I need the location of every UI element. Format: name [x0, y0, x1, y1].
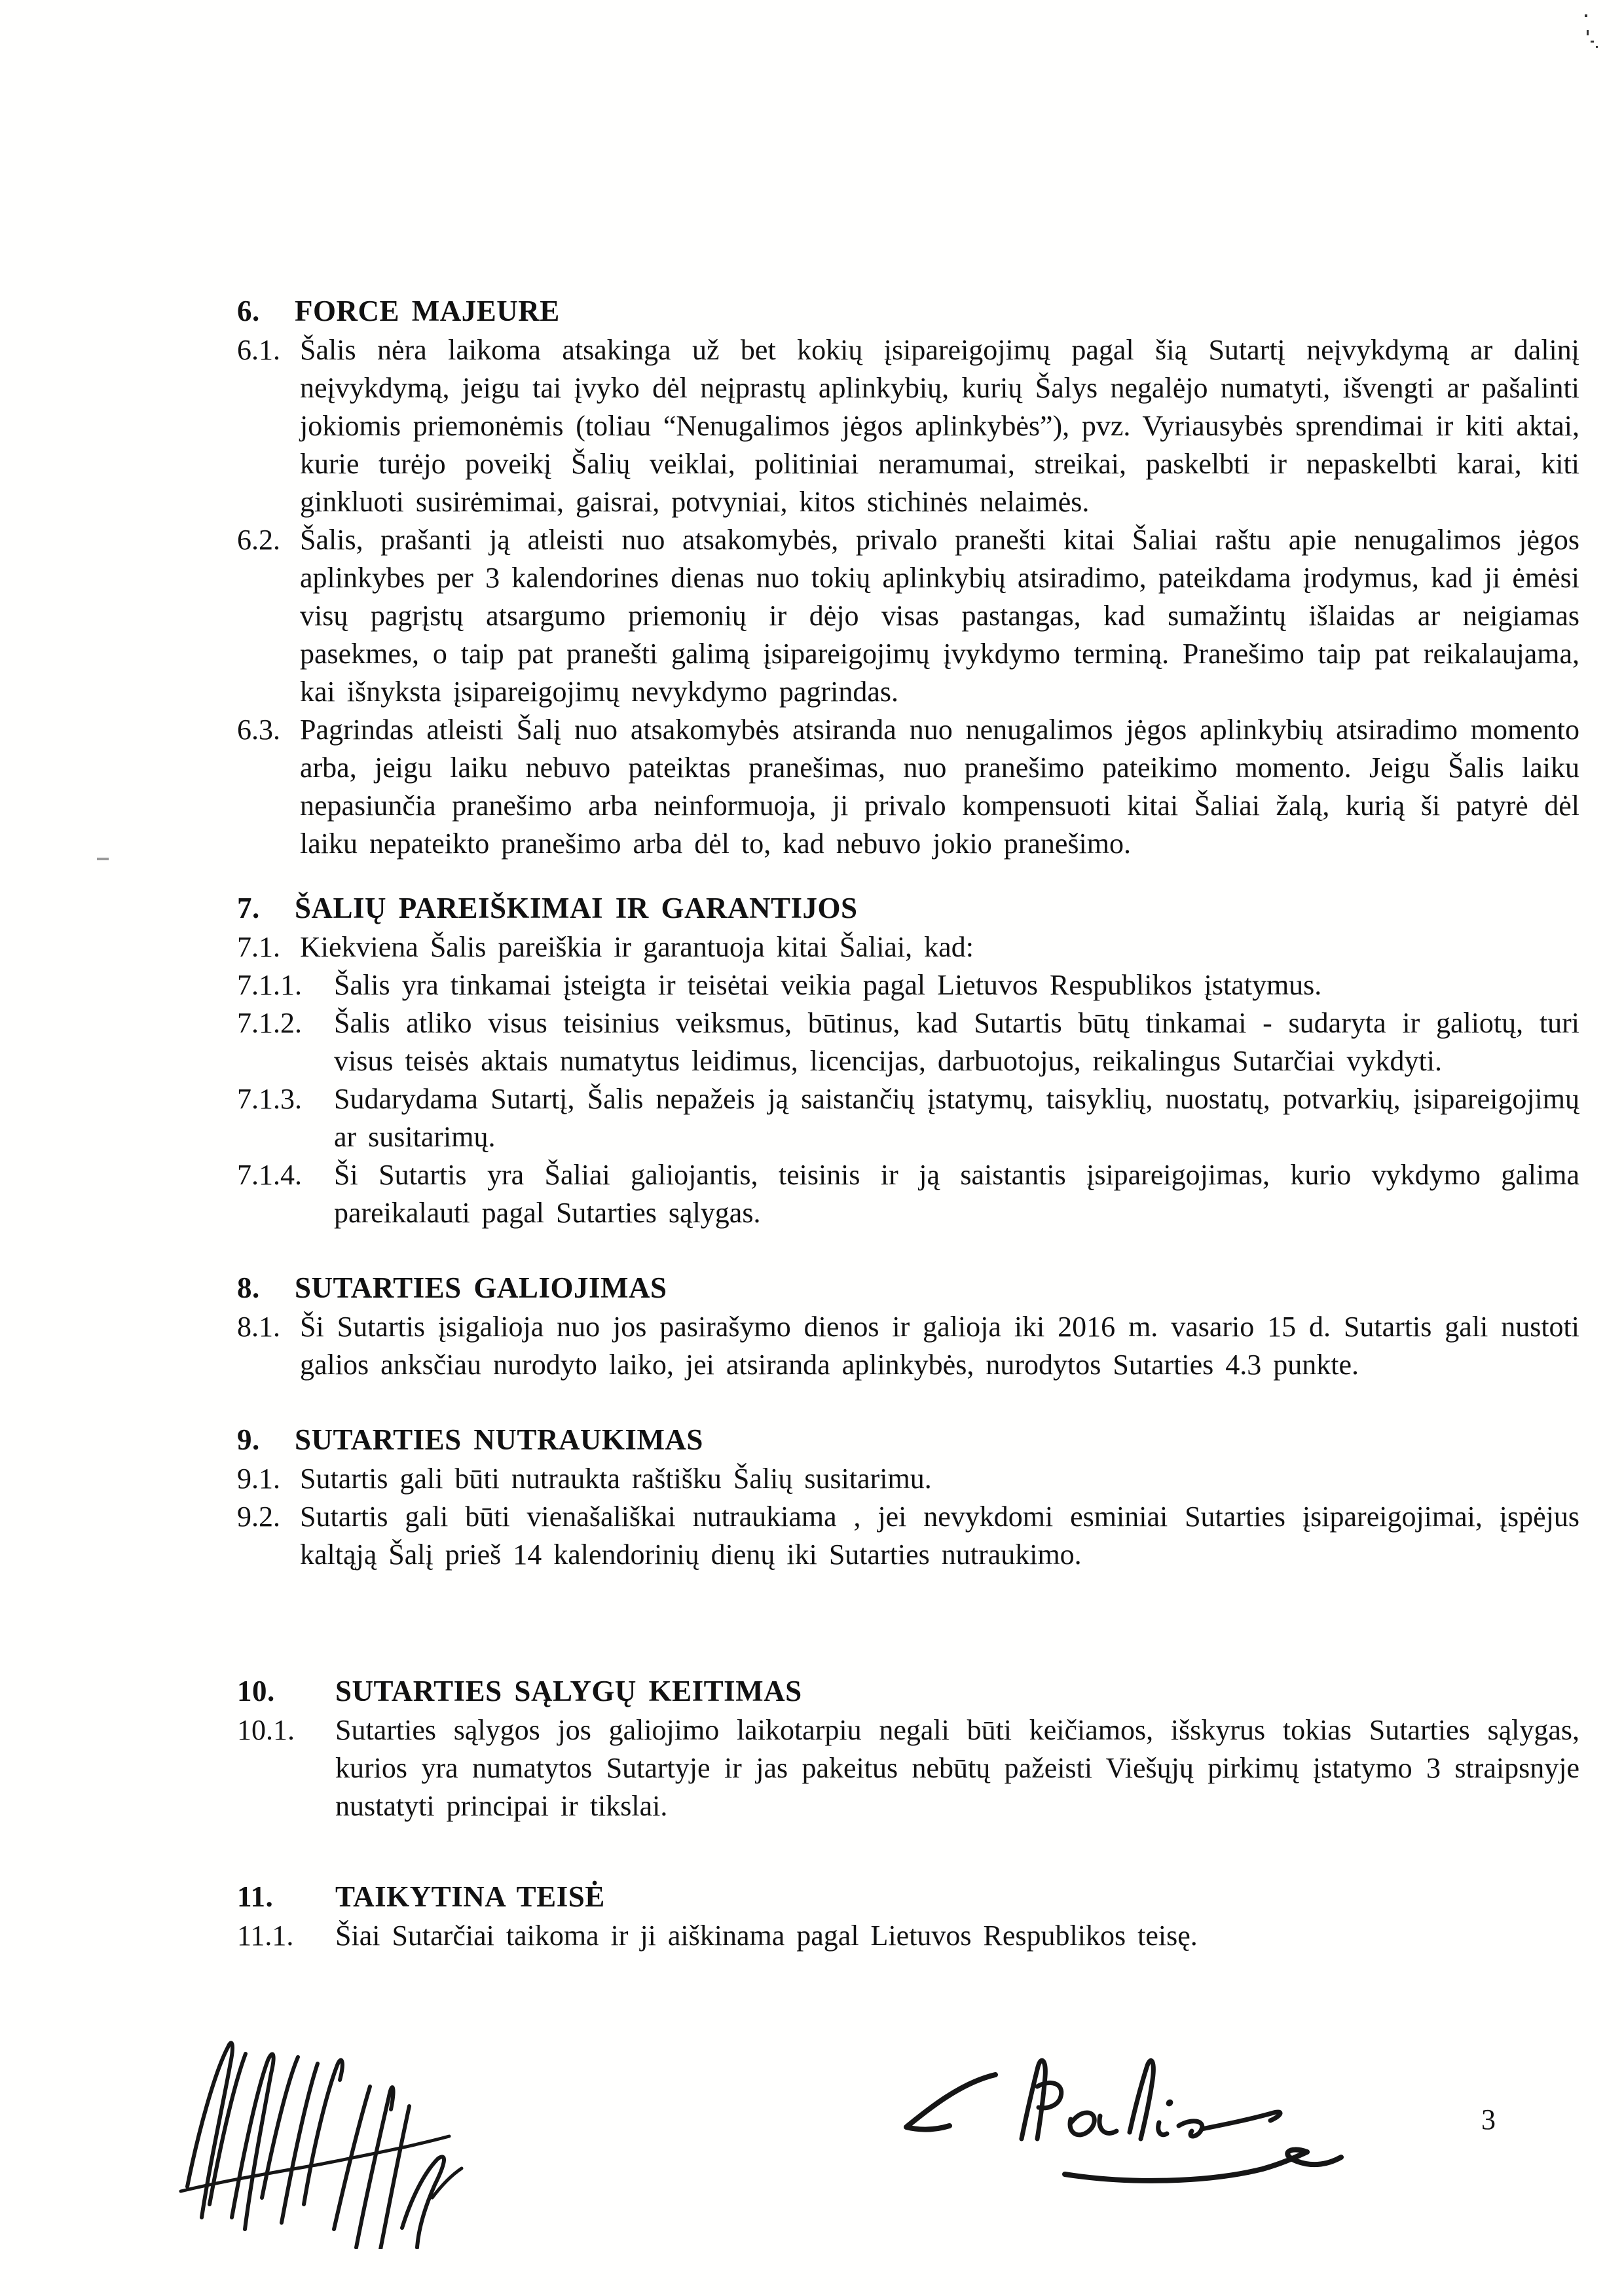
clause-number: 11.1.: [237, 1920, 294, 1952]
clause-8-1: [237, 1308, 1579, 1384]
section-11: [237, 1878, 1579, 1955]
section-heading: [237, 1421, 1579, 1459]
clause-7-1: [237, 928, 1579, 966]
clause-text: Šiai Sutarčiai taikoma ir ji aiškinama pagal Lietuvos Respublikos teisę.: [335, 1920, 1198, 1952]
section-7: [237, 889, 1579, 1232]
clause-text: Sutartis gali būti nutraukta raštišku Šalių susitarimu.: [300, 1463, 932, 1495]
scan-speck: [1591, 41, 1594, 43]
clause-11-1: [237, 1917, 1579, 1955]
document-body: [237, 292, 1579, 1955]
clause-number: 9.1.: [237, 1463, 280, 1495]
clause-number: 7.1.2.: [237, 1007, 302, 1039]
page-number: 3: [1481, 2104, 1496, 2136]
clause-text: Ši Sutartis įsigalioja nuo jos pasirašymo dienos ir galioja iki 2016 m. vasario 15 d. Sutartis gali nustoti galios anksčiau nurodyto laiko, jei atsiranda aplinkybės, nurodytos Sutarties 4.3 punkte.: [300, 1311, 1579, 1381]
handwritten-signature-scrawl-icon: [169, 2033, 496, 2249]
clause-number: 8.1.: [237, 1311, 280, 1343]
clause-6-3: [237, 711, 1579, 863]
handwritten-signature-underline-icon: [896, 2046, 1367, 2196]
scan-speck: [1596, 46, 1598, 48]
section-title: SUTARTIES SĄLYGŲ KEITIMAS: [335, 1675, 802, 1707]
clause-text: Ši Sutartis yra Šaliai galiojantis, teisinis ir ją saistantis įsipareigojimas, kurio vykdymo galima pareikalauti pagal Sutarties sąlygas.: [334, 1159, 1579, 1229]
scan-speck: [1587, 30, 1589, 35]
clause-number: 7.1.: [237, 931, 280, 963]
clause-6-2: [237, 521, 1579, 711]
section-number: 10.: [237, 1675, 275, 1707]
clause-text: Šalis yra tinkamai įsteigta ir teisėtai veikia pagal Lietuvos Respublikos įstatymus.: [334, 969, 1322, 1001]
scan-speck: [1585, 14, 1587, 17]
clause-text: Sutartis gali būti vienašališkai nutraukiama , jei nevykdomi esminiai Sutarties įsipareigojimai, įspėjus kaltąją Šalį prieš 14 kalendorinių dienų iki Sutarties nutraukimo.: [300, 1501, 1579, 1571]
section-9: [237, 1421, 1579, 1574]
clause-text: Kiekviena Šalis pareiškia ir garantuoja kitai Šaliai, kad:: [300, 931, 974, 963]
section-title: SUTARTIES NUTRAUKIMAS: [295, 1423, 703, 1456]
section-heading: [237, 1269, 1579, 1307]
section-title: FORCE MAJEURE: [295, 295, 560, 327]
section-heading: [237, 1672, 1579, 1710]
clause-text: Pagrindas atleisti Šalį nuo atsakomybės atsiranda nuo nenugalimos jėgos aplinkybių atsiradimo momento arba, jeigu laiku nebuvo pateiktas pranešimas, nuo pranešimo pateikimo momento. Jeigu Šalis laiku nepasiunčia pranešimo arba neinformuoja, ji privalo kompensuoti kitai Šaliai žalą, kurią ši patyrė dėl laiku nepateikto pranešimo arba dėl to, kad nebuvo jokio pranešimo.: [300, 714, 1579, 860]
section-heading: [237, 889, 1579, 927]
section-number: 7.: [237, 892, 260, 924]
section-number: 9.: [237, 1423, 260, 1456]
clause-text: Šalis nėra laikoma atsakinga už bet kokių įsipareigojimų pagal šią Sutartį neįvykdymą ar dalinį neįvykdymą, jeigu tai įvyko dėl neįprastų aplinkybių, kurių Šalys negalėjo numatyti, išvengti ar pašalinti jokiomis priemonėmis (toliau “Nenugalimos jėgos aplinkybės”), pvz. Vyriausybės sprendimai ir kiti aktai, kurie turėjo poveikį Šalių veiklai, politiniai neramumai, streikai, paskelbti ir nepaskelbti karai, kiti ginkluoti susirėmimai, gaisrai, potvyniai, kitos stichinės nelaimės.: [300, 334, 1579, 518]
section-heading: [237, 1878, 1579, 1916]
section-8: [237, 1269, 1579, 1384]
clause-7-1-1: [237, 966, 1579, 1004]
signature-left: [169, 2033, 496, 2252]
section-10: [237, 1672, 1579, 1825]
clause-number: 6.1.: [237, 334, 280, 366]
section-title: TAIKYTINA TEISĖ: [335, 1880, 605, 1913]
clause-7-1-2: [237, 1004, 1579, 1080]
scan-dash: [97, 858, 109, 860]
clause-text: Šalis, prašanti ją atleisti nuo atsakomybės, privalo pranešti kitai Šaliai raštu apie nenugalimos jėgos aplinkybes per 3 kalendorines dienas nuo tokių aplinkybių atsiradimo, pateikdama įrodymus, kad ji ėmėsi visų pagrįstų atsargumo priemonių ir dėjo visas pastangas, kad sumažintų išlaidas ar neigiamas pasekmes, o taip pat pranešti galimą įsipareigojimų įvykdymo terminą. Pranešimo taip pat reikalaujama, kai išnyksta įsipareigojimų nevykdymo pagrindas.: [300, 524, 1579, 708]
clause-number: 6.2.: [237, 524, 280, 556]
clause-number: 10.1.: [237, 1714, 295, 1746]
clause-7-1-4: [237, 1156, 1579, 1232]
signature-right: [896, 2046, 1367, 2200]
section-title: ŠALIŲ PAREIŠKIMAI IR GARANTIJOS: [295, 892, 858, 924]
clause-9-1: [237, 1460, 1579, 1498]
clause-6-1: [237, 331, 1579, 521]
section-heading: [237, 292, 1579, 330]
clause-number: 7.1.1.: [237, 969, 302, 1001]
section-title: SUTARTIES GALIOJIMAS: [295, 1271, 667, 1304]
clause-number: 7.1.4.: [237, 1159, 302, 1191]
clause-number: 9.2.: [237, 1501, 280, 1533]
section-number: 8.: [237, 1271, 260, 1304]
clause-text: Sutarties sąlygos jos galiojimo laikotarpiu negali būti keičiamos, išskyrus tokias Sutarties sąlygas, kurios yra numatytos Sutartyje ir jas pakeitus nebūtų pažeisti Viešųjų pirkimų įstatymo 3 straipsnyje nustatyti principai ir tikslai.: [335, 1714, 1579, 1822]
clause-10-1: [237, 1711, 1579, 1825]
clause-7-1-3: [237, 1080, 1579, 1156]
clause-9-2: [237, 1498, 1579, 1574]
clause-number: 6.3.: [237, 714, 280, 746]
section-6: [237, 292, 1579, 863]
section-number: 6.: [237, 295, 260, 327]
clause-number: 7.1.3.: [237, 1083, 302, 1115]
section-number: 11.: [237, 1880, 274, 1913]
clause-text: Sudarydama Sutartį, Šalis nepažeis ją saistančių įstatymų, taisyklių, nuostatų, potvarkių, įsipareigojimų ar susitarimų.: [334, 1083, 1579, 1153]
clause-text: Šalis atliko visus teisinius veiksmus, būtinus, kad Sutartis būtų tinkamai - sudaryta ir galiotų, turi visus teisės aktais numatytus leidimus, licencijas, darbuotojus, reikalingus Sutarčiai vykdyti.: [334, 1007, 1579, 1077]
